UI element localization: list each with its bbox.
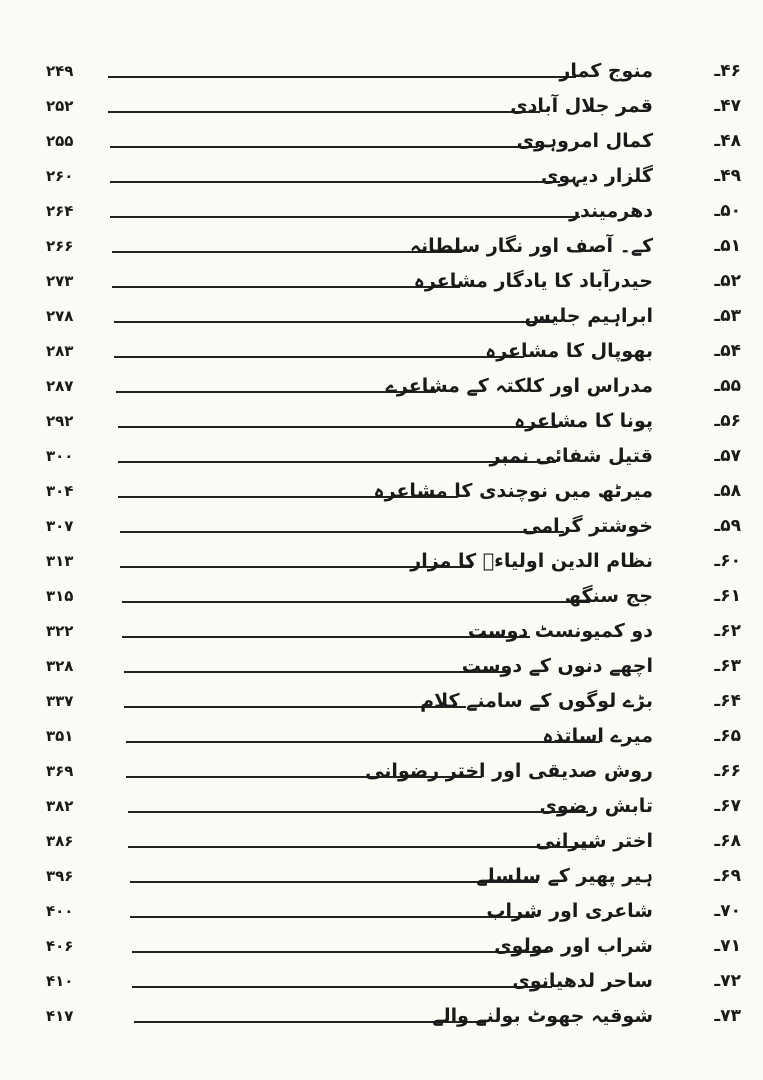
leader-line — [130, 916, 534, 918]
entry-title: روش صدیقی اور اختر رضوانی — [365, 760, 653, 782]
entry-number: ۶۱ـ — [714, 586, 741, 606]
entry-title: پونا کا مشاعرہ — [514, 410, 653, 432]
entry-number: ۶۵ـ — [714, 726, 741, 746]
leader-line — [108, 111, 540, 113]
entry-title: کے۔ آصف اور نگار سلطانہ — [409, 235, 653, 257]
leader-line — [118, 426, 558, 428]
entry-number: ۵۰ـ — [714, 201, 741, 221]
entry-title: شراب اور مولوی — [494, 935, 653, 957]
entry-number: ۴۶ـ — [714, 61, 741, 81]
leader-line — [114, 321, 554, 323]
toc-entry[interactable] — [0, 509, 763, 543]
entry-number: ۶۳ـ — [714, 656, 741, 676]
page-number: ۳۸۶ — [46, 832, 74, 850]
page-number: ۲۶۶ — [46, 237, 74, 255]
page-number: ۳۲۲ — [46, 622, 74, 640]
toc-entry[interactable] — [0, 789, 763, 823]
entry-number: ۴۹ـ — [714, 166, 741, 186]
entry-number: ۶۷ـ — [714, 796, 741, 816]
entry-title: نظام الدین اولیاءؒ کا مزار — [410, 550, 653, 572]
page-number: ۳۰۰ — [46, 447, 74, 465]
page-number: ۴۰۰ — [46, 902, 74, 920]
entry-title: گلزار دیہوی — [540, 165, 653, 187]
toc-entry[interactable] — [0, 894, 763, 928]
entry-number: ۵۳ـ — [714, 306, 741, 326]
entry-title: قتیل شفائی نمبر — [489, 445, 653, 467]
entry-number: ۵۵ـ — [714, 376, 741, 396]
page-number: ۲۸۳ — [46, 342, 74, 360]
page-number: ۲۷۸ — [46, 307, 74, 325]
toc-entry[interactable] — [0, 474, 763, 508]
page-number: ۳۱۵ — [46, 587, 74, 605]
entry-number: ۷۱ـ — [714, 936, 741, 956]
toc-entry[interactable] — [0, 194, 763, 228]
page-number: ۲۶۰ — [46, 167, 74, 185]
leader-line — [128, 811, 588, 813]
entry-title: اختر شیرانی — [535, 830, 653, 852]
entry-number: ۵۴ـ — [714, 341, 741, 361]
toc-entry[interactable] — [0, 369, 763, 403]
toc-entry[interactable] — [0, 859, 763, 893]
toc-entry[interactable] — [0, 719, 763, 753]
entry-title: ہیر پھیر کے سلسلے — [476, 865, 653, 887]
entry-title: شوقیہ جھوٹ بولنے والے — [432, 1005, 653, 1027]
entry-title: خوشتر گرامی — [522, 515, 653, 537]
toc-entry[interactable] — [0, 89, 763, 123]
leader-line — [132, 951, 548, 953]
page-number: ۳۸۲ — [46, 797, 74, 815]
leader-line — [128, 846, 596, 848]
page-number: ۲۴۹ — [46, 62, 74, 80]
page-number: ۳۶۹ — [46, 762, 74, 780]
leader-line — [112, 286, 460, 288]
page-number: ۴۱۷ — [46, 1007, 74, 1025]
entry-title: دھرمیندر — [569, 200, 653, 222]
page-number: ۲۵۵ — [46, 132, 74, 150]
toc-entry[interactable] — [0, 334, 763, 368]
entry-number: ۷۰ـ — [714, 901, 741, 921]
toc-entry[interactable] — [0, 684, 763, 718]
toc-entry[interactable] — [0, 824, 763, 858]
entry-title: شاعری اور شراب — [486, 900, 653, 922]
toc-entry[interactable] — [0, 124, 763, 158]
page-number: ۳۳۷ — [46, 692, 74, 710]
page-number: ۳۹۶ — [46, 867, 74, 885]
leader-line — [110, 216, 580, 218]
page-number: ۳۵۱ — [46, 727, 74, 745]
page-number: ۴۰۶ — [46, 937, 74, 955]
entry-title: کمال امروہوی — [516, 130, 653, 152]
toc-entry[interactable] — [0, 544, 763, 578]
entry-title: منوج کمار — [559, 60, 653, 82]
entry-number: ۶۰ـ — [714, 551, 741, 571]
toc-entry[interactable] — [0, 264, 763, 298]
entry-title: مدراس اور کلکتہ کے مشاعرے — [385, 375, 653, 397]
entry-title: دو کمیونسٹ دوست — [467, 620, 653, 642]
entry-title: ساحر لدھیانوی — [512, 970, 653, 992]
entry-number: ۷۲ـ — [714, 971, 741, 991]
page-number: ۲۶۴ — [46, 202, 74, 220]
entry-number: ۶۹ـ — [714, 866, 741, 886]
entry-title: جج سنگھ — [564, 585, 653, 607]
toc-entry[interactable] — [0, 159, 763, 193]
page-number: ۳۱۳ — [46, 552, 74, 570]
entry-title: ابراہیم جلیس — [524, 305, 653, 327]
leader-line — [126, 741, 600, 743]
toc-entry[interactable] — [0, 964, 763, 998]
page-number: ۲۸۷ — [46, 377, 74, 395]
entry-number: ۴۸ـ — [714, 131, 741, 151]
entry-number: ۶۸ـ — [714, 831, 741, 851]
entry-title: میرے اساتذہ — [542, 725, 653, 747]
entry-number: ۵۸ـ — [714, 481, 741, 501]
leader-line — [120, 531, 564, 533]
toc-entry[interactable] — [0, 229, 763, 263]
entry-number: ۵۲ـ — [714, 271, 741, 291]
entry-number: ۷۳ـ — [714, 1006, 741, 1026]
page-number: ۲۵۲ — [46, 97, 74, 115]
leader-line — [124, 671, 508, 673]
entry-number: ۶۴ـ — [714, 691, 741, 711]
page-number: ۳۲۸ — [46, 657, 74, 675]
toc-entry[interactable] — [0, 999, 763, 1033]
entry-number: ۵۷ـ — [714, 446, 741, 466]
page-number: ۲۹۲ — [46, 412, 74, 430]
entry-number: ۵۹ـ — [714, 516, 741, 536]
toc-entry[interactable] — [0, 649, 763, 683]
entry-title: بڑے لوگوں کے سامنے کلام — [420, 690, 653, 712]
page-number: ۳۰۷ — [46, 517, 74, 535]
leader-line — [124, 706, 466, 708]
entry-title: بھوپال کا مشاعرہ — [485, 340, 653, 362]
leader-line — [110, 181, 560, 183]
leader-line — [110, 146, 538, 148]
entry-title: تابش رضوی — [539, 795, 653, 817]
leader-line — [132, 986, 552, 988]
entry-title: اچھے دنوں کے دوست — [461, 655, 653, 677]
entry-number: ۵۶ـ — [714, 411, 741, 431]
entry-title: میرٹھ میں نوچندی کا مشاعرہ — [373, 480, 653, 502]
toc-entry[interactable] — [0, 54, 763, 88]
toc-entry[interactable] — [0, 404, 763, 438]
toc-entry[interactable] — [0, 299, 763, 333]
toc-entry[interactable] — [0, 439, 763, 473]
entry-number: ۵۱ـ — [714, 236, 741, 256]
leader-line — [108, 76, 576, 78]
toc-entry[interactable] — [0, 579, 763, 613]
entry-title: حیدرآباد کا یادگار مشاعرہ — [413, 270, 653, 292]
toc-entry[interactable] — [0, 754, 763, 788]
entry-number: ۴۷ـ — [714, 96, 741, 116]
page-number: ۲۷۳ — [46, 272, 74, 290]
toc-entry[interactable] — [0, 929, 763, 963]
entry-title: قمر جلال آبادی — [510, 95, 653, 117]
leader-line — [114, 356, 524, 358]
page-number: ۴۱۰ — [46, 972, 74, 990]
toc-entry[interactable] — [0, 614, 763, 648]
leader-line — [122, 601, 590, 603]
entry-number: ۶۲ـ — [714, 621, 741, 641]
page-number: ۳۰۴ — [46, 482, 74, 500]
entry-number: ۶۶ـ — [714, 761, 741, 781]
